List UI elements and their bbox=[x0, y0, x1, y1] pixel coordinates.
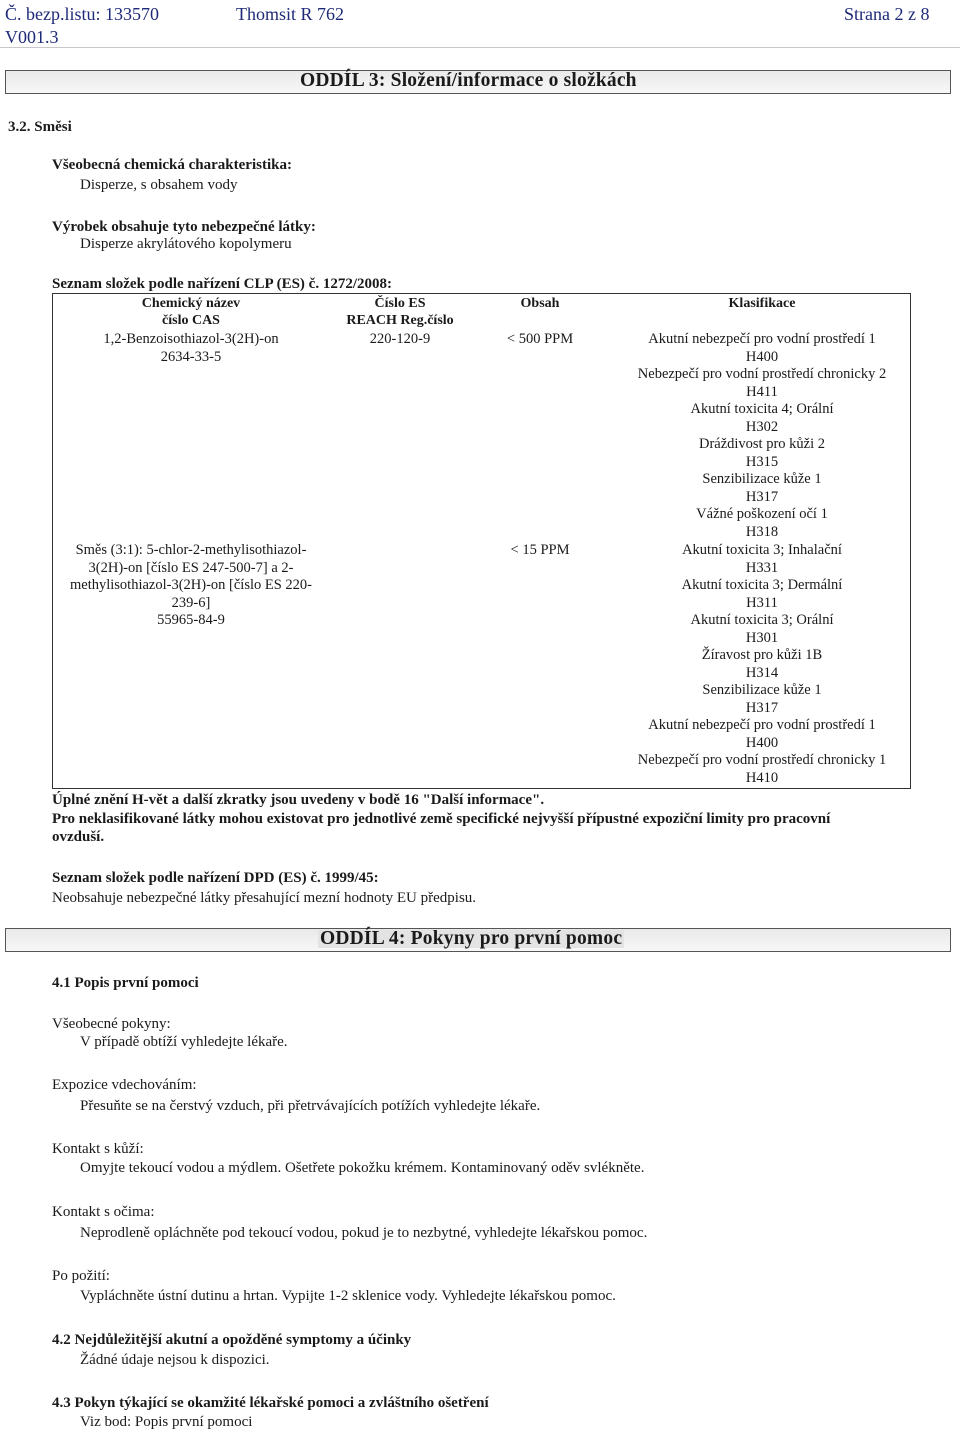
row1-classification bbox=[612, 331, 912, 541]
class-line: H400 bbox=[745, 734, 779, 751]
subsection-4-3-value: Viz bod: Popis první pomoci bbox=[80, 1414, 253, 1430]
row1-name-line: 1,2-Benzoisothiazol-3(2H)-on bbox=[103, 331, 279, 347]
exposure-limits-line2: ovzduší. bbox=[52, 828, 105, 845]
first-aid-skin-value: Omyjte tekoucí vodou a mýdlem. Ošetřete pokožku krémem. Kontaminovaný oděv svlékněte. bbox=[80, 1160, 645, 1176]
hazardous-substances-value: Disperze akrylátového kopolymeru bbox=[80, 236, 292, 252]
section-3-title: ODDÍL 3: Složení/informace o složkách bbox=[300, 70, 637, 91]
class-line: H311 bbox=[746, 594, 778, 611]
page-number: Strana 2 z 8 bbox=[844, 4, 930, 24]
row2-name-line: Směs (3:1): 5-chlor-2-methylisothiazol- bbox=[75, 542, 307, 558]
row2-content: < 15 PPM bbox=[510, 542, 570, 558]
class-line: Senzibilizace kůže 1 bbox=[702, 682, 822, 698]
row2-classification bbox=[612, 542, 912, 787]
row2-cas: 55965-84-9 bbox=[157, 612, 225, 628]
class-line: Nebezpečí pro vodní prostředí chronicky 2 bbox=[637, 366, 887, 382]
class-line: H314 bbox=[745, 664, 779, 681]
class-line: Akutní toxicita 3; Dermální bbox=[681, 577, 843, 593]
header-chemical-name-line1: Chemický název bbox=[141, 296, 241, 311]
subsection-3-2: 3.2. Směsi bbox=[8, 119, 72, 135]
header-chemical-name bbox=[52, 295, 330, 329]
class-line: H331 bbox=[745, 559, 779, 576]
header-cas-line2: číslo CAS bbox=[162, 313, 220, 328]
dpd-list-title: Seznam složek podle nařízení DPD (ES) č. 1999/45: bbox=[52, 870, 379, 886]
class-line: H301 bbox=[745, 629, 779, 646]
class-line: H411 bbox=[746, 383, 778, 400]
row1-cas: 2634-33-5 bbox=[160, 348, 222, 365]
row2-name-line: 3(2H)-on [číslo ES 247-500-7] a 2- bbox=[88, 559, 294, 576]
header-content: Obsah bbox=[520, 296, 560, 311]
class-line: Akutní toxicita 3; Inhalační bbox=[682, 542, 842, 558]
header-es-number bbox=[330, 295, 470, 329]
first-aid-eyes-label: Kontakt s očima: bbox=[52, 1204, 155, 1220]
class-line: Senzibilizace kůže 1 bbox=[702, 471, 822, 487]
first-aid-inhalation-value: Přesuňte se na čerstvý vzduch, při přetrvávajících potížích vyhledejte lékaře. bbox=[80, 1098, 541, 1114]
row1-name bbox=[52, 331, 330, 366]
first-aid-general-label: Všeobecné pokyny: bbox=[52, 1016, 171, 1032]
class-line: H315 bbox=[745, 453, 779, 470]
class-line: Dráždivost pro kůži 2 bbox=[698, 436, 826, 452]
general-characteristics-label: Všeobecná chemická charakteristika: bbox=[52, 157, 292, 173]
product-name: Thomsit R 762 bbox=[236, 4, 345, 24]
row1-es: 220-120-9 bbox=[369, 331, 431, 347]
class-line: H302 bbox=[745, 418, 779, 435]
class-line: Akutní toxicita 4; Orální bbox=[690, 401, 834, 417]
exposure-limits-note bbox=[52, 811, 952, 846]
header-divider bbox=[0, 47, 960, 48]
first-aid-eyes-value: Neprodleně opláchněte pod tekoucí vodou, pokud je to nezbytné, vyhledejte lékařskou pomoc. bbox=[80, 1225, 648, 1241]
row2-name-line: 239-6] bbox=[171, 594, 211, 611]
header-es-line1: Číslo ES bbox=[374, 296, 426, 311]
exposure-limits-line1: Pro neklasifikované látky mohou existovat pro jednotlivé země specifické nejvyšší přípustné expoziční limity pro pracovní bbox=[52, 811, 831, 827]
header-reach-line2: REACH Reg.číslo bbox=[346, 313, 454, 328]
general-characteristics-value: Disperze, s obsahem vody bbox=[80, 177, 238, 193]
class-line: Akutní toxicita 3; Orální bbox=[690, 612, 834, 628]
first-aid-skin-label: Kontakt s kůží: bbox=[52, 1141, 144, 1157]
class-line: H317 bbox=[745, 699, 779, 716]
class-line: Žíravost pro kůži 1B bbox=[701, 647, 823, 663]
subsection-4-3: 4.3 Pokyn týkající se okamžité lékařské pomoci a zvláštního ošetření bbox=[52, 1395, 489, 1411]
class-line: H317 bbox=[745, 488, 779, 505]
section-4-title: ODDÍL 4: Pokyny pro první pomoc bbox=[320, 928, 623, 949]
class-line: Akutní nebezpečí pro vodní prostředí 1 bbox=[648, 717, 876, 733]
class-line: Vážné poškození očí 1 bbox=[696, 506, 828, 522]
h-phrases-note: Úplné znění H-vět a další zkratky jsou uvedeny v bodě 16 "Další informace". bbox=[52, 792, 545, 808]
subsection-4-1: 4.1 Popis první pomoci bbox=[52, 975, 199, 991]
subsection-4-2: 4.2 Nejdůležitější akutní a opožděné symptomy a účinky bbox=[52, 1332, 412, 1348]
first-aid-general-value: V případě obtíží vyhledejte lékaře. bbox=[80, 1034, 288, 1050]
header-classification: Klasifikace bbox=[728, 296, 796, 311]
class-line: Nebezpečí pro vodní prostředí chronicky 1 bbox=[637, 752, 887, 768]
first-aid-inhalation-label: Expozice vdechováním: bbox=[52, 1077, 197, 1093]
first-aid-ingestion-label: Po požití: bbox=[52, 1268, 110, 1284]
hazardous-substances-label: Výrobek obsahuje tyto nebezpečné látky: bbox=[52, 219, 316, 235]
class-line: H400 bbox=[745, 348, 779, 365]
clp-list-title: Seznam složek podle nařízení CLP (ES) č. 1272/2008: bbox=[52, 276, 392, 292]
class-line: H410 bbox=[745, 769, 779, 786]
class-line: Akutní nebezpečí pro vodní prostředí 1 bbox=[648, 331, 876, 347]
first-aid-ingestion-value: Vypláchněte ústní dutinu a hrtan. Vypijte 1-2 sklenice vody. Vyhledejte lékařskou pomoc. bbox=[80, 1288, 616, 1304]
class-line: H318 bbox=[745, 523, 779, 540]
dpd-list-value: Neobsahuje nebezpečné látky přesahující mezní hodnoty EU předpisu. bbox=[52, 890, 477, 906]
version: V001.3 bbox=[5, 27, 59, 47]
row2-name-line: methylisothiazol-3(2H)-on [číslo ES 220- bbox=[69, 577, 313, 593]
row1-content: < 500 PPM bbox=[506, 331, 574, 347]
row2-name bbox=[52, 542, 330, 630]
subsection-4-2-value: Žádné údaje nejsou k dispozici. bbox=[80, 1352, 270, 1368]
doc-number: Č. bezp.listu: 133570 bbox=[5, 4, 159, 24]
